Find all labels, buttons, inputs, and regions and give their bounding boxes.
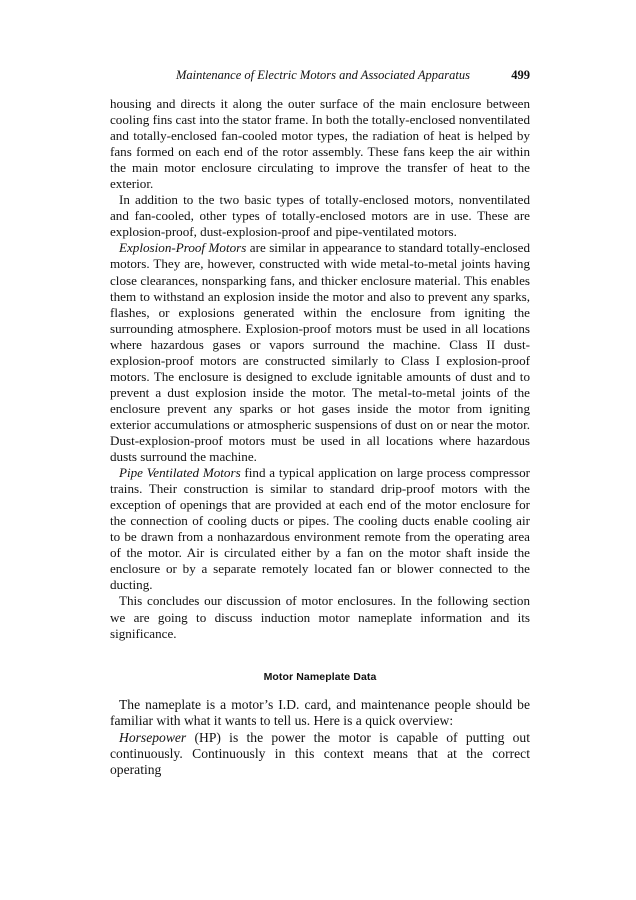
page-header <box>110 68 530 86</box>
paragraph-horsepower: Horsepower (HP) is the power the motor is capable of putting out continuously. Continuously in this context means that at the correct operating <box>110 729 530 778</box>
running-title: Maintenance of Electric Motors and Associated Apparatus <box>176 68 470 82</box>
paragraph-housing: housing and directs it along the outer surface of the main enclosure between cooling fins cast into the stator frame. In both the totally-enclosed nonventilated and totally-enclosed fan-cooled motor types, the radiation of heat is helped by fans formed on each end of the rotor assembly. These fans keep the air within the main motor enclosure circulating to improve the transfer of heat to the exterior. <box>110 96 530 192</box>
paragraph-explosion-proof: Explosion-Proof Motors are similar in appearance to standard totally-enclosed motors. They are, however, constructed with wide metal-to-metal joints having close clearances, nonsparking fans, and thicker enclosure material. This enables them to withstand an explosion inside the motor and also to prevent any sparks, flashes, or explosions generated within the enclosure from igniting the surrounding atmosphere. Explosion-proof motors must be used in all locations where hazardous gases or vapors surround the machine. Class II dust-explosion-proof motors are constructed similarly to Class I explosion-proof motors. The enclosure is designed to exclude ignitable amounts of dust and to prevent a dust explosion inside the motor. The metal-to-metal joints of the enclosure prevent any sparks or hot gases inside the motor from igniting exterior accumulations or atmospheric suspensions of dust on or near the motor. Dust-explosion-proof motors must be used in all locations where hazardous dusts surround the machine. <box>110 240 530 465</box>
section-heading: Motor Nameplate Data <box>263 671 377 683</box>
page-number: 499 <box>511 68 530 82</box>
term-explosion-proof: Explosion-Proof Motors <box>119 240 247 256</box>
term-pipe-ventilated: Pipe Ventilated Motors <box>119 465 241 481</box>
body-text-top <box>110 96 530 642</box>
term-horsepower: Horsepower <box>119 729 187 745</box>
paragraph-conclusion: This concludes our discussion of motor enclosures. In the following section we are going to discuss induction motor nameplate information and its significance. <box>110 593 530 641</box>
paragraph-nameplate: The nameplate is a motor’s I.D. card, and maintenance people should be familiar with what it wants to tell us. Here is a quick overview: <box>110 697 530 729</box>
paragraph-pipe-ventilated: Pipe Ventilated Motors find a typical application on large process compressor trains. Their construction is similar to standard drip-proof motors with the exception of openings that are provided at each end of the motor enclosure for the connection of cooling ducts or pipes. The cooling ducts enable cooling air to be drawn from a nonhazardous environment remote from the operating area of the motor. Air is circulated either by a fan on the motor shaft inside the enclosure or by a separate remotely located fan or blower connected to the ducting. <box>110 465 530 593</box>
body-text-bottom <box>110 697 530 778</box>
paragraph-basic-types: In addition to the two basic types of totally-enclosed motors, nonventilated and fan-cooled, other types of totally-enclosed motors are in use. These are explosion-proof, dust-explosion-proof and pipe-ventilated motors. <box>110 192 530 240</box>
